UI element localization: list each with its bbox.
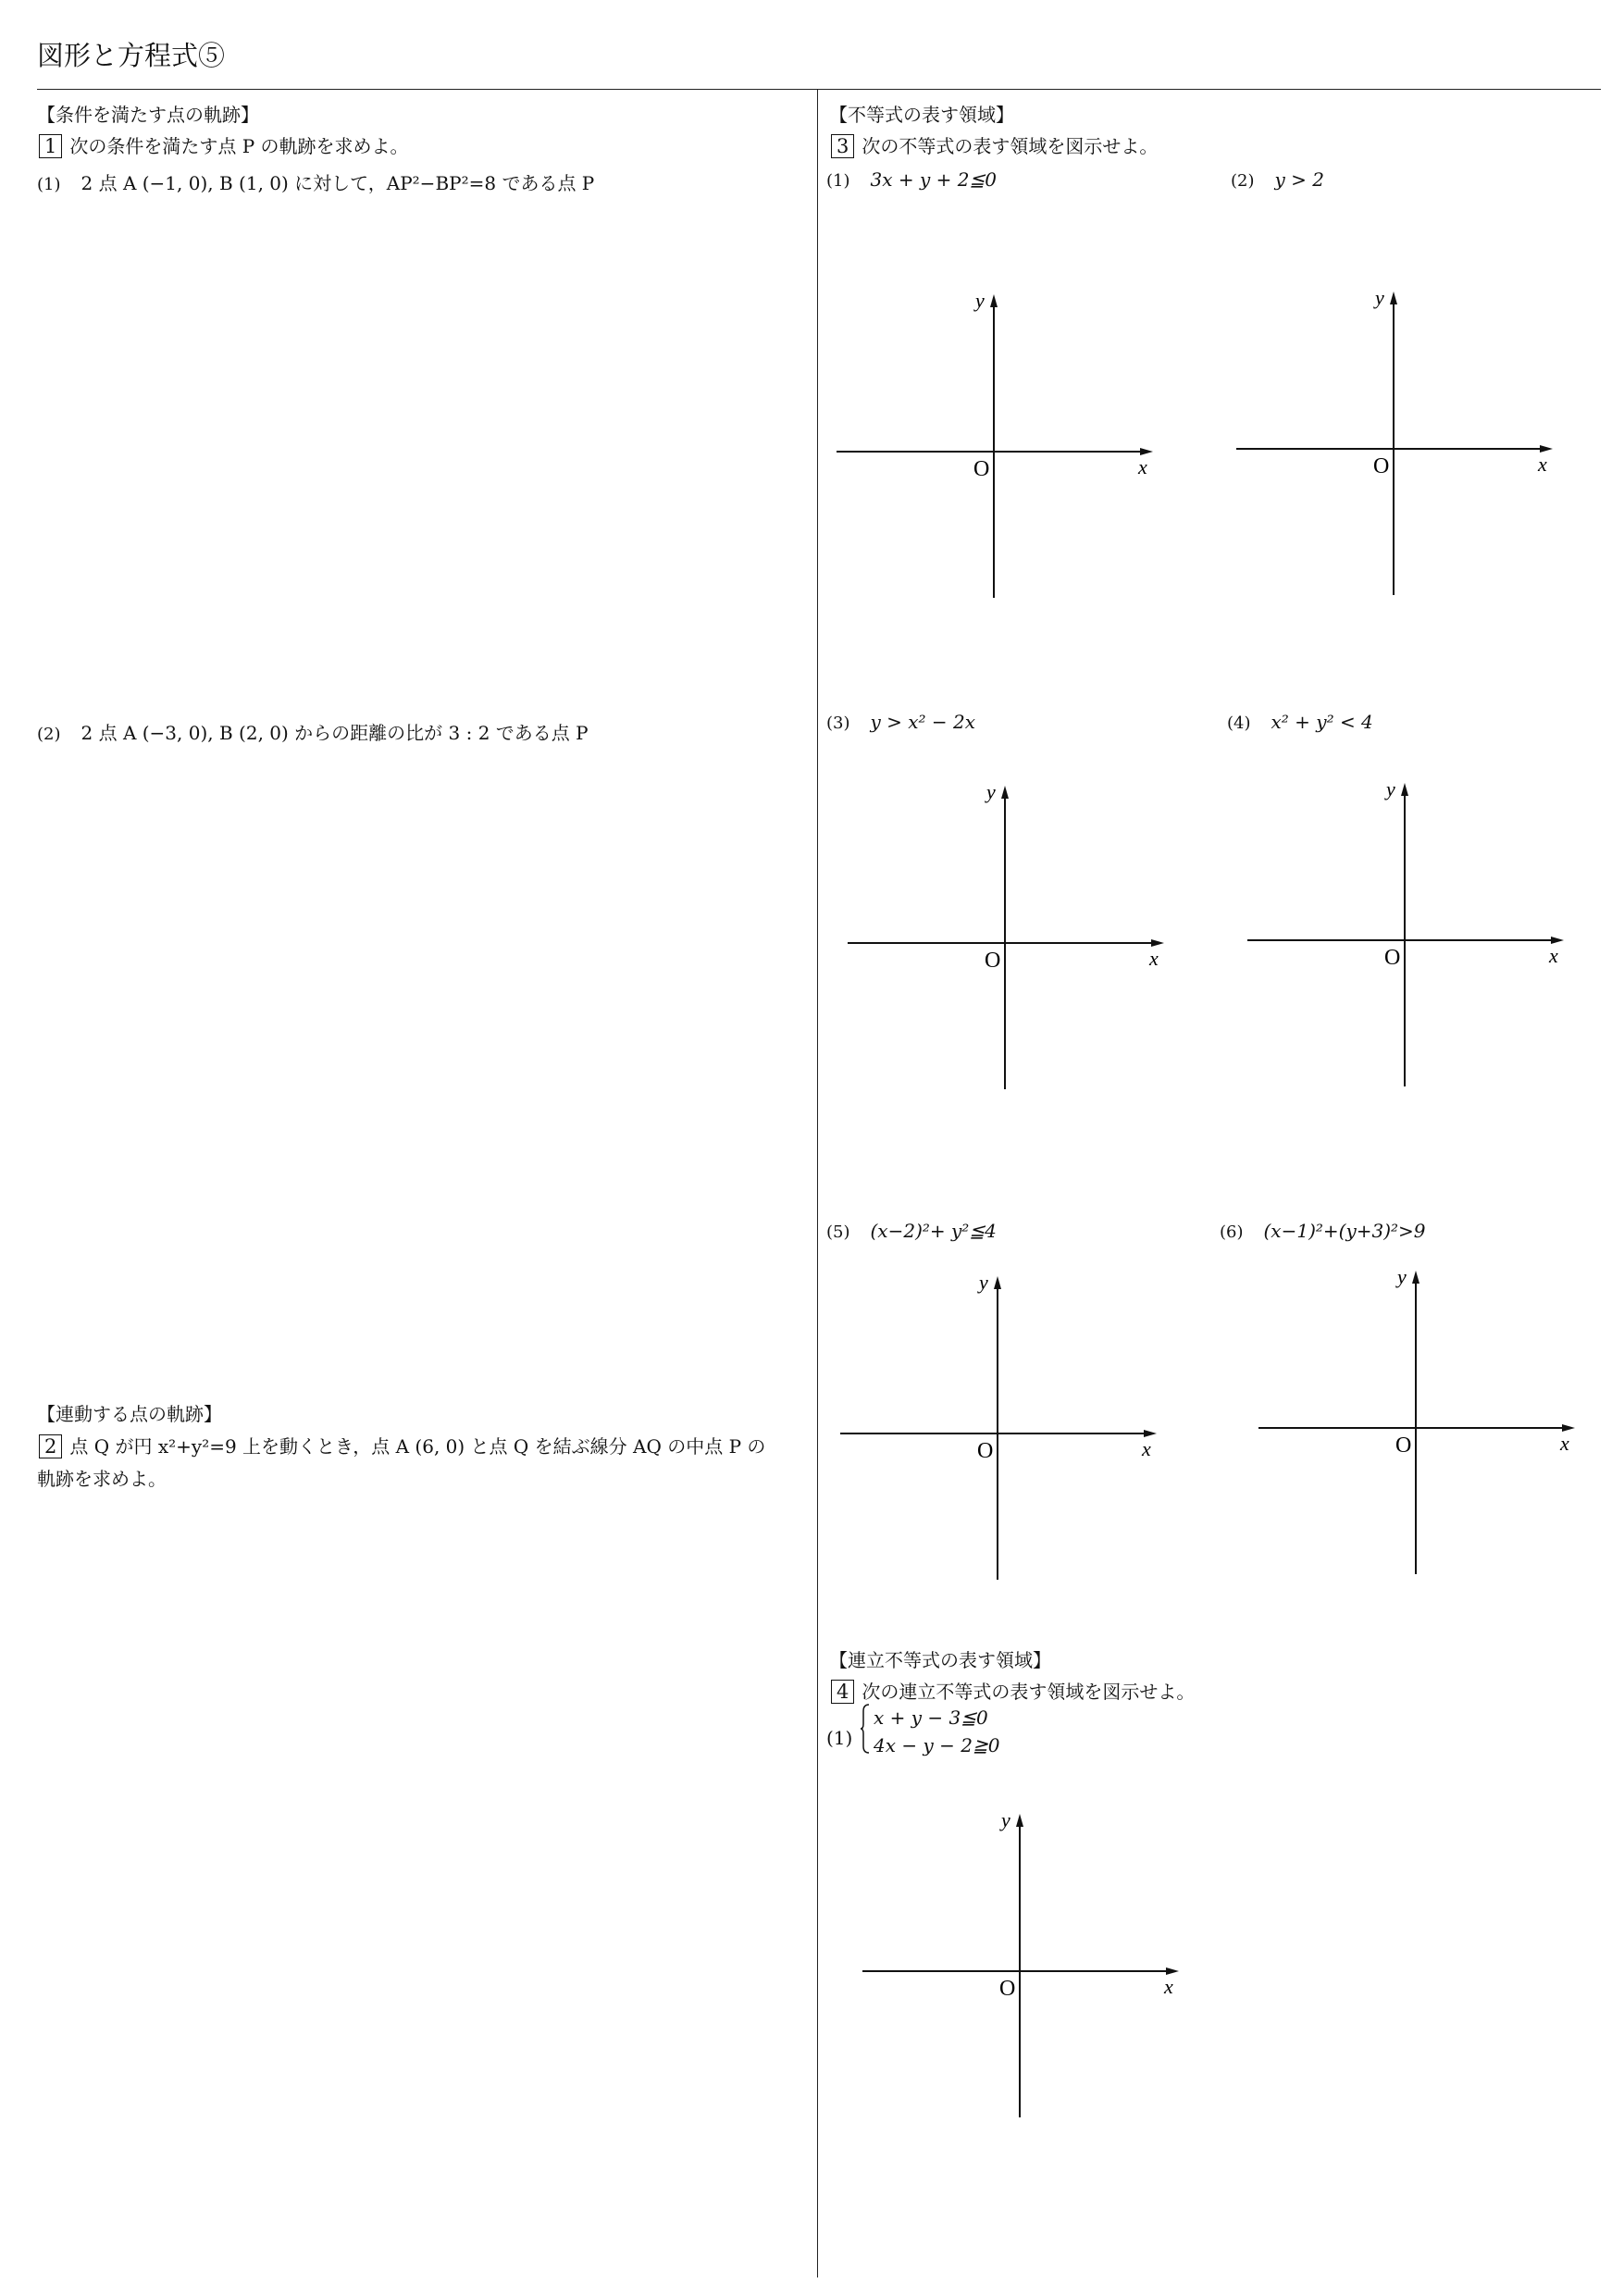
x-axis-label: x [1142, 1437, 1151, 1460]
problem-number: (4) [1227, 714, 1251, 733]
inequality: y > 2 [1274, 168, 1324, 191]
origin-label: O [985, 949, 1001, 973]
y-axis-arrow [1016, 1814, 1023, 1827]
y-axis-label: y [1386, 777, 1395, 800]
x-axis-label: x [1164, 1975, 1173, 1998]
x-axis-arrow [1166, 1967, 1179, 1975]
instruction-text: 次の条件を満たす点 P の軌跡を求めよ。 [69, 135, 409, 157]
problem-text: 2 点 A (−1, 0), B (1, 0) に対して，AP²−BP²=8 である点 P [81, 172, 595, 194]
problem-number: (3) [826, 714, 850, 733]
section3-header: 【不等式の表す領域】 [829, 104, 1014, 126]
problem-4-1-number: (1) [826, 1727, 853, 1749]
section2-instruction-cont: 軌跡を求めよ。 [37, 1468, 167, 1490]
section4-header: 【連立不等式の表す領域】 [829, 1649, 1051, 1671]
section2-header: 【連動する点の軌跡】 [37, 1403, 222, 1425]
inequality: x² + y² < 4 [1271, 711, 1373, 733]
problem-number-box: 2 [39, 1434, 62, 1458]
problem-number: (1) [826, 171, 850, 191]
y-axis-label: y [1001, 1808, 1010, 1831]
x-axis-label: x [1138, 455, 1147, 478]
origin-label: O [977, 1439, 994, 1463]
problem-text: 2 点 A (−3, 0), B (2, 0) からの距離の比が 3 : 2 である点 P [81, 722, 589, 744]
origin-label: O [973, 457, 990, 481]
x-axis-label: x [1549, 944, 1558, 967]
y-axis-label: y [975, 289, 985, 312]
problem-number: (2) [37, 725, 61, 744]
problem-number: (6) [1220, 1222, 1244, 1242]
instruction-text: 次の連立不等式の表す領域を図示せよ。 [862, 1681, 1196, 1703]
y-axis-label: y [979, 1271, 988, 1294]
x-axis-label: x [1538, 453, 1547, 476]
origin-label: O [1373, 454, 1390, 478]
origin-label: O [999, 1977, 1016, 2001]
y-axis-label: y [1397, 1265, 1407, 1288]
problem-number-box: 4 [831, 1680, 854, 1704]
problem-number: (2) [1231, 171, 1255, 191]
page-title: 図形と方程式⑤ [37, 40, 226, 71]
section1-header: 【条件を満たす点の軌跡】 [37, 104, 259, 126]
origin-label: O [1395, 1433, 1412, 1458]
problem-number: (1) [37, 175, 61, 194]
problem-number: (5) [826, 1222, 850, 1242]
instruction-text: 次の不等式の表す領域を図示せよ。 [862, 135, 1159, 157]
x-axis-label: x [1149, 947, 1159, 970]
inequality: 4x − y − 2≧0 [874, 1734, 1000, 1756]
inequality: x + y − 3≦0 [874, 1706, 988, 1729]
problem-number-box: 3 [831, 134, 854, 158]
instruction-text: 点 Q が円 x²+y²=9 上を動くとき，点 A (6, 0) と点 Q を結ぶ線分 AQ の中点 P の [69, 1435, 766, 1458]
y-axis-label: y [1375, 286, 1384, 309]
inequality: (x−2)²+ y²≦4 [870, 1220, 997, 1242]
x-axis-label: x [1560, 1432, 1569, 1455]
inequality: 3x + y + 2≦0 [870, 168, 997, 191]
inequality: y > x² − 2x [870, 711, 976, 733]
origin-label: O [1384, 946, 1401, 970]
inequality: (x−1)²+(y+3)²>9 [1263, 1220, 1426, 1242]
problem-number-box: 1 [39, 134, 62, 158]
y-axis-label: y [986, 780, 996, 803]
